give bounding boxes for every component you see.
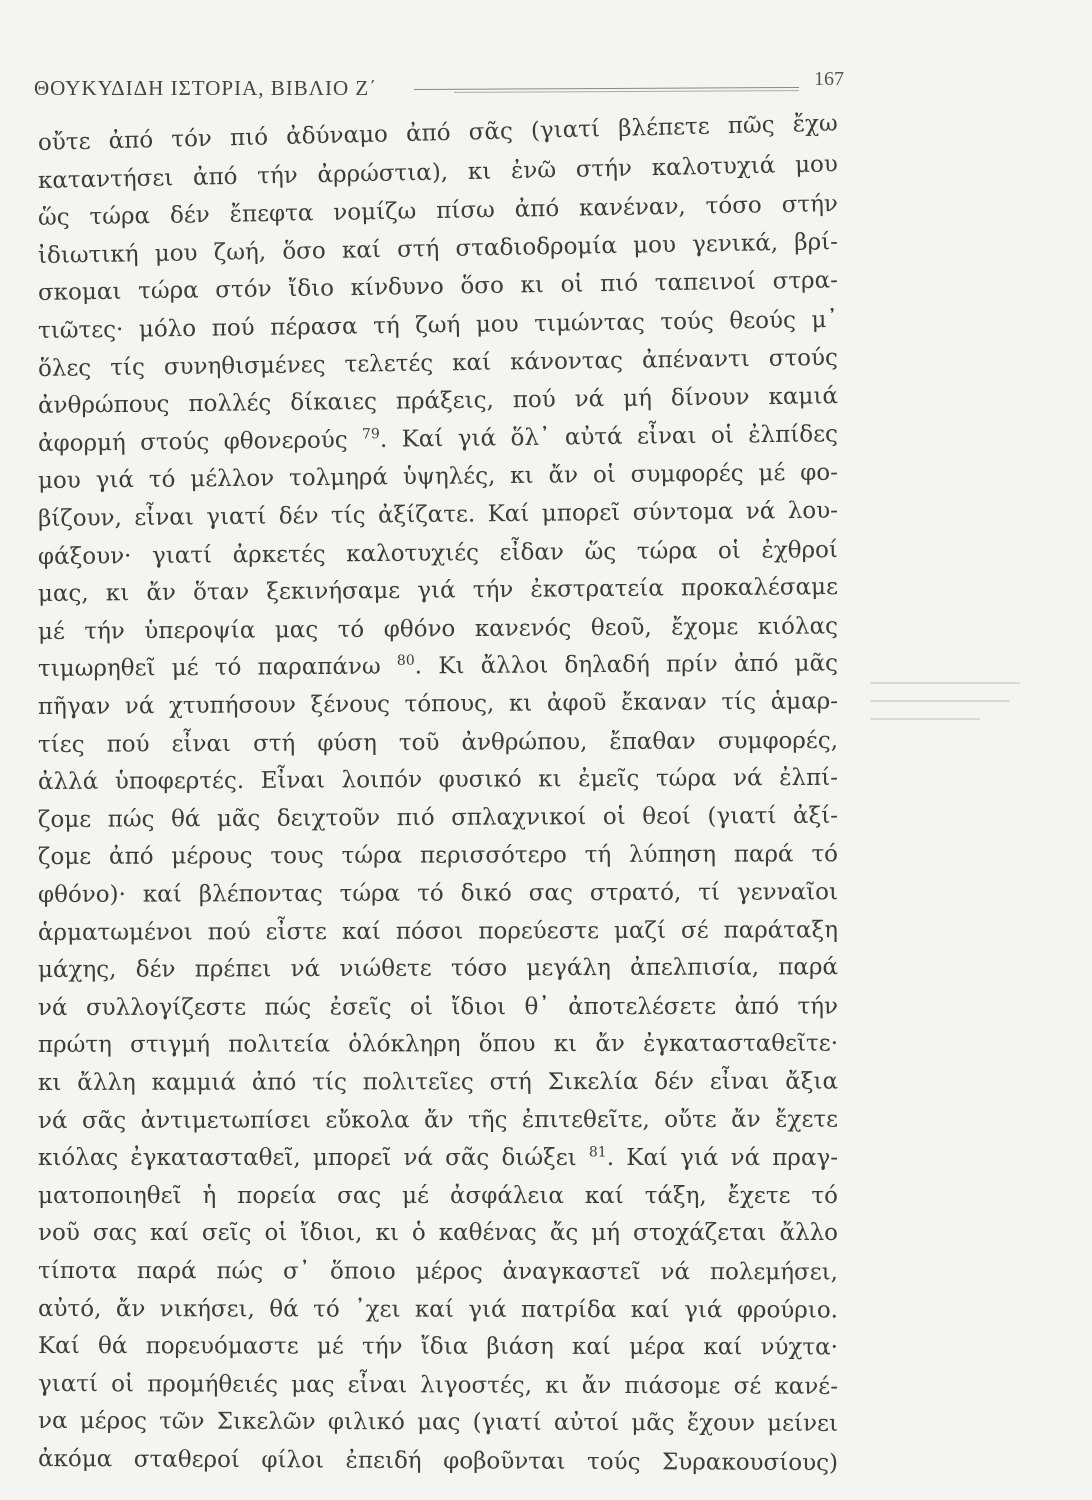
text-line	[38, 1141, 838, 1175]
line-text: πῆγαν νά χτυπήσουν ξένους τόπους, κι ἀφοῦ ἔκαναν τίς ἁμαρ-	[37, 688, 839, 720]
text-line	[38, 1367, 838, 1404]
line-text: καταντήσει ἀπό τήν ἀρρώστια), κι ἐνῶ στήν καλοτυχιά μου	[37, 150, 839, 194]
running-title: ΘΟΥΚΥΔΙΔΗ ΙΣΤΟΡΙΑ, ΒΙΒΛΙΟ Ζ΄	[34, 76, 378, 100]
text-line	[38, 456, 838, 498]
text-line	[38, 799, 838, 837]
line-text: ζομε ἀπό μέρους τους τώρα περισσότερο τή λύπηση παρά τό	[37, 841, 839, 871]
line-text: . Καί γιά ὅλ᾽ αὐτά εἶναι οἱ ἐλπίδες	[379, 421, 839, 453]
text-line	[38, 340, 838, 385]
line-text: κιόλας ἐγκατασταθεῖ, μπορεῖ νά σᾶς διώξει	[38, 1145, 589, 1172]
text-line	[38, 570, 838, 611]
line-text: μου γιά τό μέλλον τολμηρά ὑψηλές, κι ἄν οἱ συμφορές μέ φο-	[37, 460, 839, 495]
line-text: ἀκόμα σταθεροί φίλοι ἐπειδή φοβοῦνται τούς Συρακουσίους)	[37, 1446, 839, 1477]
text-line	[38, 1102, 838, 1137]
line-text: ματοποιηθεῖ ἡ πορεία σας μέ ἀσφάλεια καί τάξη, ἔχετε τό	[38, 1182, 838, 1209]
line-text: τιῶτες· μόλο πού πέρασα τή ζωή μου τιμώντας τούς θεούς μ᾽	[37, 306, 839, 344]
text-line	[38, 1179, 838, 1213]
line-text: Καί θά πορευόμαστε μέ τήν ἴδια βιάση καί μέρα καί νύχτα·	[37, 1333, 839, 1361]
line-text: ὥς τώρα δέν ἔπεφτα νομίζω πίσω ἀπό κανέναν, τόσο στήν	[37, 191, 839, 232]
text-line	[38, 1292, 838, 1327]
text-line	[38, 1027, 838, 1062]
line-text: ὅλες τίς συνηθισμένες τελετές καί κάνοντας ἀπέναντι στούς	[37, 344, 839, 382]
line-text: να μέρος τῶν Σικελῶν φιλικό μας (γιατί αὐτοί μᾶς ἔχουν μείνει	[37, 1408, 839, 1438]
line-text: κι ἄλλη καμμιά ἀπό τίς πολιτεῖες στή Σικελία δέν εἶναι ἄξια	[37, 1068, 839, 1096]
text-line	[38, 761, 838, 799]
text-line	[38, 913, 838, 950]
text-line	[38, 494, 838, 536]
text-line	[38, 303, 838, 348]
text-line	[38, 1216, 838, 1250]
line-text: μάχης, δέν πρέπει νά νιώθετε τόσο μεγάλη ἀπελπισία, παρά	[37, 954, 839, 984]
line-text: βίζουν, εἶναι γιατί δέν τίς ἀξίζατε. Καί μπορεῖ σύντομα νά λου-	[37, 497, 839, 532]
line-text: τίποτα παρά πώς σ᾽ ὅποιο μέρος ἀναγκαστεῖ νά πολεμήσει,	[37, 1258, 839, 1286]
line-text: γιατί οἱ προμήθειές μας εἶναι λιγοστές, κι ἄν πιάσομε σέ κανέ-	[37, 1370, 839, 1400]
line-text: νά συλλογίζεστε πώς ἐσεῖς οἱ ἴδιοι θ᾽ ἀποτελέσετε ἀπό τήν	[37, 993, 839, 1021]
line-text: οὔτε ἀπό τόν πιό ἀδύναμο ἀπό σᾶς (γιατί βλέπετε πῶς ἔχω	[37, 110, 839, 156]
text-line	[38, 533, 838, 574]
header-rule	[454, 90, 799, 93]
line-text: νοῦ σας καί σεῖς οἱ ἴδιοι, κι ὁ καθένας ἄς μή στοχάζεται ἄλλο	[38, 1220, 838, 1247]
text-line	[38, 875, 838, 912]
text-line	[38, 417, 838, 461]
line-text: ἀνθρώπους πολλές δίκαιες πράξεις, πού νά μή δίνουν καμιά	[37, 383, 839, 420]
line-text: φθόνο)· καί βλέποντας τώρα τό δικό σας στρατό, τί γενναῖοι	[37, 879, 839, 908]
text-line	[38, 1442, 838, 1480]
running-header	[34, 68, 844, 108]
line-text: τίες πού εἶναι στή φύση τοῦ ἀνθρώπου, ἔπαθαν συμφορές,	[37, 727, 839, 758]
line-text: ἁρματωμένοι πού εἶστε καί πόσοι πορεύεστε μαζί σέ παράταξη	[37, 916, 839, 946]
line-text: ἀλλά ὑποφερτές. Εἶναι λοιπόν φυσικό κι ἐμεῖς τώρα νά ἐλπί-	[37, 764, 839, 796]
footnote-ref: 79	[361, 425, 380, 443]
text-line	[38, 723, 838, 761]
line-text: φάξουν· γιατί ἀρκετές καλοτυχιές εἶδαν ὥς τώρα οἱ ἐχθροί	[37, 536, 839, 570]
text-line	[38, 950, 838, 987]
line-text: τιμωρηθεῖ μέ τό παραπάνω	[37, 653, 398, 683]
text-line	[38, 838, 838, 875]
text-line	[38, 379, 838, 423]
line-text: ἀφορμή στούς φθονερούς	[37, 426, 363, 457]
line-text: μας, κι ἄν ὅταν ξεκινήσαμε γιά τήν ἐκστρατεία προκαλέσαμε	[37, 574, 839, 608]
footnote-ref: 81	[588, 1144, 607, 1161]
line-text: . Κι ἄλλοι δηλαδή πρίν ἀπό μᾶς	[414, 650, 839, 680]
line-text: πρώτη στιγμή πολιτεία ὁλόκληρη ὅπου κι ἄν ἐγκατασταθεῖτε·	[37, 1030, 839, 1059]
text-line	[38, 989, 838, 1024]
line-text: μέ τήν ὑπεροψία μας τό φθόνο κανενός θεοῦ, ἔχομε κιόλας	[37, 613, 839, 645]
line-text: ἰδιωτική μου ζωή, ὅσο καί στή σταδιοδρομία μου γενικά, βρί-	[37, 228, 839, 269]
line-text: σκομαι τώρα στόν ἴδιο κίνδυνο ὅσο κι οἱ πιό ταπεινοί στρα-	[37, 267, 839, 307]
margin-smudge	[870, 682, 1030, 752]
text-line	[38, 1065, 838, 1100]
line-text: ζομε πώς θά μᾶς δειχτοῦν πιό σπλαχνικοί οἱ θεοί (γιατί ἀξί-	[37, 802, 839, 833]
text-line	[38, 1329, 838, 1364]
text-line	[38, 684, 838, 724]
line-text: . Καί γιά νά πραγ-	[606, 1145, 838, 1172]
text-line	[38, 647, 838, 687]
text-line	[38, 609, 838, 649]
text-line	[38, 1254, 838, 1289]
footnote-ref: 80	[396, 653, 415, 670]
page-number: 167	[814, 68, 844, 90]
text-line	[38, 1404, 838, 1441]
line-text: αὐτό, ἄν νικήσει, θά τό ᾽χει καί γιά πατρίδα καί γιά φρούριο.	[37, 1295, 839, 1323]
line-text: νά σᾶς ἀντιμετωπίσει εὔκολα ἄν τῆς ἐπιτεθεῖτε, οὔτε ἄν ἔχετε	[37, 1106, 839, 1134]
